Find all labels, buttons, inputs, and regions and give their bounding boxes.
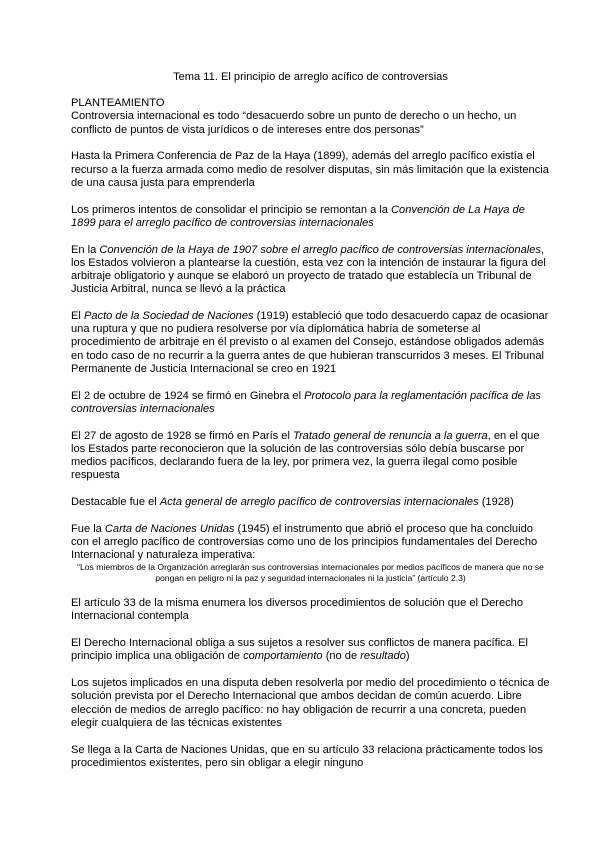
italic-reference: Protocolo para la reglamentación pacífica de las controversias internacionales xyxy=(71,389,541,415)
paragraph-league-of-nations xyxy=(71,310,550,376)
text-run: (1919) estableció que todo desacuerdo capaz de ocasionar una ruptura y que no pudiera resolverse por vía diplomática habría de someterse al procedimiento de arbitraje en él previsto o al examen del Consejo, estándose obligados además en todo caso de no recurrir a la guerra antes de que hubieran transcurridos 3 meses. El Tribunal Permanente de Justicia Internacional se creo en 1921 xyxy=(71,310,549,375)
text-run: (no de xyxy=(322,650,361,663)
section-heading: PLANTEAMIENTO xyxy=(71,97,165,110)
text-run: El Derecho Internacional obliga a sus sujetos a resolver sus conflictos de manera pacífica. El principio implica una obligación de xyxy=(71,637,528,663)
paragraph-free-choice: Los sujetos implicados en una disputa deben resolverla por medio del procedimiento o técnica de solución prevista por el Derecho Internacional que ambos decidan de común acuerdo. Libre elección de medios de arreglo pacífico: no hay obligación de recurrir a una concreta, pueden elegir cualquiera de las técnicas existentes xyxy=(71,677,550,729)
paragraph-definition: Controversia internacional es todo “desacuerdo sobre un punto de derecho o un hecho, un conflicto de puntos de vista jurídicos o de intereses entre dos personas” xyxy=(71,110,517,136)
italic-term: comportamiento xyxy=(243,650,323,663)
paragraph-hague-1899-context: Hasta la Primera Conferencia de Paz de la Haya (1899), además del arreglo pacífico existía el recurso a la fuerza armada como medio de resolver disputas, sin más limitación que la existencia de una causa justa para emprenderla xyxy=(71,150,549,189)
text-run: ) xyxy=(405,650,410,663)
paragraph-obligation xyxy=(71,637,550,663)
italic-reference: Acta general de arreglo pacífico de controversias internacionales xyxy=(159,496,479,509)
text-run: (1945) el instrumento que abrió el proceso que ha concluido con el arreglo pacífico de controversias como uno de los principios fundamentales del Derecho Internacional y naturaleza imperativa: xyxy=(71,522,538,562)
text-run: El 27 de agosto de 1928 se firmó en París el xyxy=(71,429,294,442)
paragraph-un-charter xyxy=(71,523,550,563)
italic-reference: Pacto de la Sociedad de Naciones xyxy=(83,310,254,323)
text-run: El xyxy=(71,310,84,323)
paragraph-general-act xyxy=(71,496,550,509)
paragraph-hague-1907 xyxy=(71,244,550,297)
paragraph-article-33: El artículo 33 de la misma enumera los diversos procedimientos de solución que el Derecho Internacional contempla xyxy=(71,597,523,623)
document-title: Tema 11. El principio de arreglo acífico de controversias xyxy=(173,71,448,83)
text-run: En la xyxy=(71,243,100,256)
italic-term: resultado xyxy=(360,650,406,663)
italic-reference: Tratado general de renuncia a la guerra xyxy=(293,429,488,442)
text-run: Fue la xyxy=(71,522,105,535)
paragraph-geneva-protocol xyxy=(71,390,550,416)
text-run: (1928) xyxy=(478,496,514,509)
paragraph-charter-conclusion: Se llega a la Carta de Naciones Unidas, que en su artículo 33 relaciona prácticamente todos los procedimientos existentes, pero sin obligar a elegir ninguno xyxy=(71,743,543,769)
italic-reference: Convención de la Haya de 1907 sobre el arreglo pacífico de controversias internacionales xyxy=(99,243,541,256)
paragraph-paris-treaty xyxy=(71,430,550,483)
paragraph-first-attempts xyxy=(71,204,550,230)
text-run: Los primeros intentos de consolidar el principio se remontan a la xyxy=(71,203,392,216)
italic-reference: Convención de La Haya de 1899 para el arreglo pacífico de controversias internacionales xyxy=(71,203,525,229)
text-run: Destacable fue el xyxy=(71,496,160,509)
text-run: , los Estados volvieron a plantearse la cuestión, esta vez con la intención de instaurar la figura del arbitraje obligatorio y aunque se elaboró un proyecto de tratado que establecía un Tribunal de Justicia Arbitral, nunca se llevó a la práctica xyxy=(71,243,546,296)
text-run: El 2 de octubre de 1924 se firmó en Ginebra el xyxy=(71,389,305,402)
text-run: , en el que los Estados parte reconocieron que la solución de las controversias sólo debía buscarse por medios pacíficos, declarando fuera de la ley, por primera vez, la guerra ilegal como posible respuesta xyxy=(71,429,540,482)
italic-reference: Carta de Naciones Unidas xyxy=(104,522,235,535)
charter-quote: “Los miembros de la Organización arreglarán sus controversias internacionales por medios pacíficos de manera que no se pongan en peligro ni la paz y seguridad internacionales ni la justicia” (artículo 2.3) xyxy=(77,562,544,584)
